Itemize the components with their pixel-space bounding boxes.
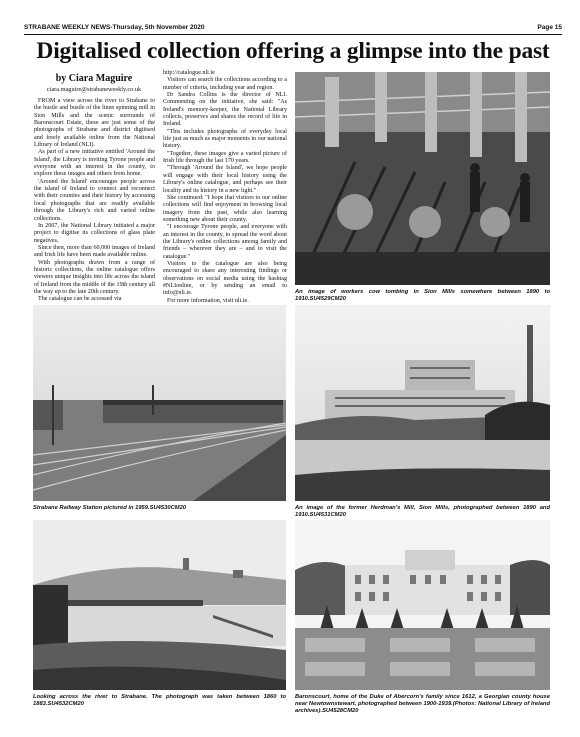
baronscourt-photo	[295, 520, 550, 690]
paragraph: As part of a new initiative entitled 'Around the Island', the Library is inviting Tyrone people and everyone with an interest in the county, to explore these images and others from home.	[34, 149, 155, 178]
paragraph: FROM a view across the river to Strabane to the hustle and bustle of the linen spinning mill in Sion Mills and the scenic surrounds of Baronscourt Estate, these are just some of the photographs of Strabane and district digitised and freely available online from the National Library of Ireland (NLI).	[34, 98, 155, 149]
caption-baronscourt: Baronscourt, home of the Duke of Abercorn's family since 1612, a Georgian county house near Newtownstewart, photographed between 1900-1939.(Photos: National Library of Ireland archives).SU4528CM20	[295, 694, 550, 714]
byline-author: by Ciara Maguire	[55, 73, 133, 84]
paragraph: "I encourage Tyrone people, and everyone with an interest in the county, to spread the word about the Library's online collections among family and friends – wherever they are – and to visit the catalogue."	[163, 224, 287, 260]
caption-river: Looking across the river to Strabane. The photograph was taken between 1860 to 1883.SU4532CM20	[33, 694, 286, 707]
paragraph: Since then, more than 60,000 images of Ireland and Irish life have been made available online.	[34, 244, 155, 259]
catalogue-link[interactable]: http://catalogue.nli.ie	[163, 70, 215, 76]
mill-workers-photo	[295, 72, 550, 285]
paragraph: "Through 'Around the Island', we hope people will engage with their local history using the Library's online catalogue, and perhaps see their locality and its history in a new light."	[163, 165, 287, 194]
masthead-rule	[24, 34, 562, 35]
paragraph: With photographs drawn from a range of historic collections, the online catalogue offers viewers unique insights into life across the island of Ireland from the middle of the 19th century all the way up to the late 20th century.	[34, 259, 155, 295]
herdmans-mill-photo	[295, 305, 550, 501]
paragraph: In 2007, the National Library initiated a major project to digitise its collections of glass plate negatives.	[34, 222, 155, 244]
paragraph: Visitors to the catalogue are also being encouraged to share any interesting findings or observations on social media using the hashtag #NLIonline, or by sending an email to info@nli.ie.	[163, 260, 287, 297]
caption-mill-workers: An image of workers cow tombing in Sion Mills somewhere between 1890 to 1910.SU4529CM20	[295, 289, 550, 302]
river-strabane-photo	[33, 520, 286, 690]
paragraph: Visitors can search the collections according to a number of criteria, including year and region.	[163, 77, 287, 91]
paragraph: The catalogue can be accessed via	[38, 296, 122, 303]
paragraph: "Together, these images give a varied picture of Irish life through the last 170 years.	[163, 150, 287, 165]
byline	[34, 73, 154, 94]
masthead-page-number: Page 15	[537, 24, 562, 31]
paragraph: 'Around the Island' encourages people across the island of Ireland to connect and reconnect with their counties and their history by accessing local photographs that are readily available through the Library's rich and varied online collections.	[34, 178, 155, 222]
caption-herdmans: An image of the former Herdman's Mill, Sion Mills, photographed between 1890 and 1910.SU4531CM20	[295, 505, 550, 518]
paragraph: "This includes photographs of everyday local life just as much as major moments in our national history.	[163, 128, 287, 150]
paragraph: For more information, visit nli.ie.	[167, 297, 249, 304]
byline-email[interactable]: ciara.maguire@strabaneweekly.co.uk	[46, 86, 142, 93]
masthead-paper-date: STRABANE WEEKLY NEWS-Thursday, 5th November 2020	[24, 24, 205, 31]
railway-station-photo	[33, 305, 286, 501]
paragraph: Dr Sandra Collins is the director of NLI. Commenting on the initiative, she said: "As Ireland's memory-keeper, the National Library collects, preserves and shares the record of life in Ireland.	[163, 92, 287, 128]
article-column-2	[163, 70, 287, 304]
paragraph: She continued: "I hope that visitors to our online collections will find enjoyment in browsing local imagery from the past, while also learning something new about their county.	[163, 194, 287, 223]
article-column-1	[34, 98, 155, 303]
headline: Digitalised collection offering a glimpse into the past	[36, 38, 550, 64]
caption-railway: Strabane Railway Station pictured in 1959.SU4530CM20	[33, 505, 187, 511]
